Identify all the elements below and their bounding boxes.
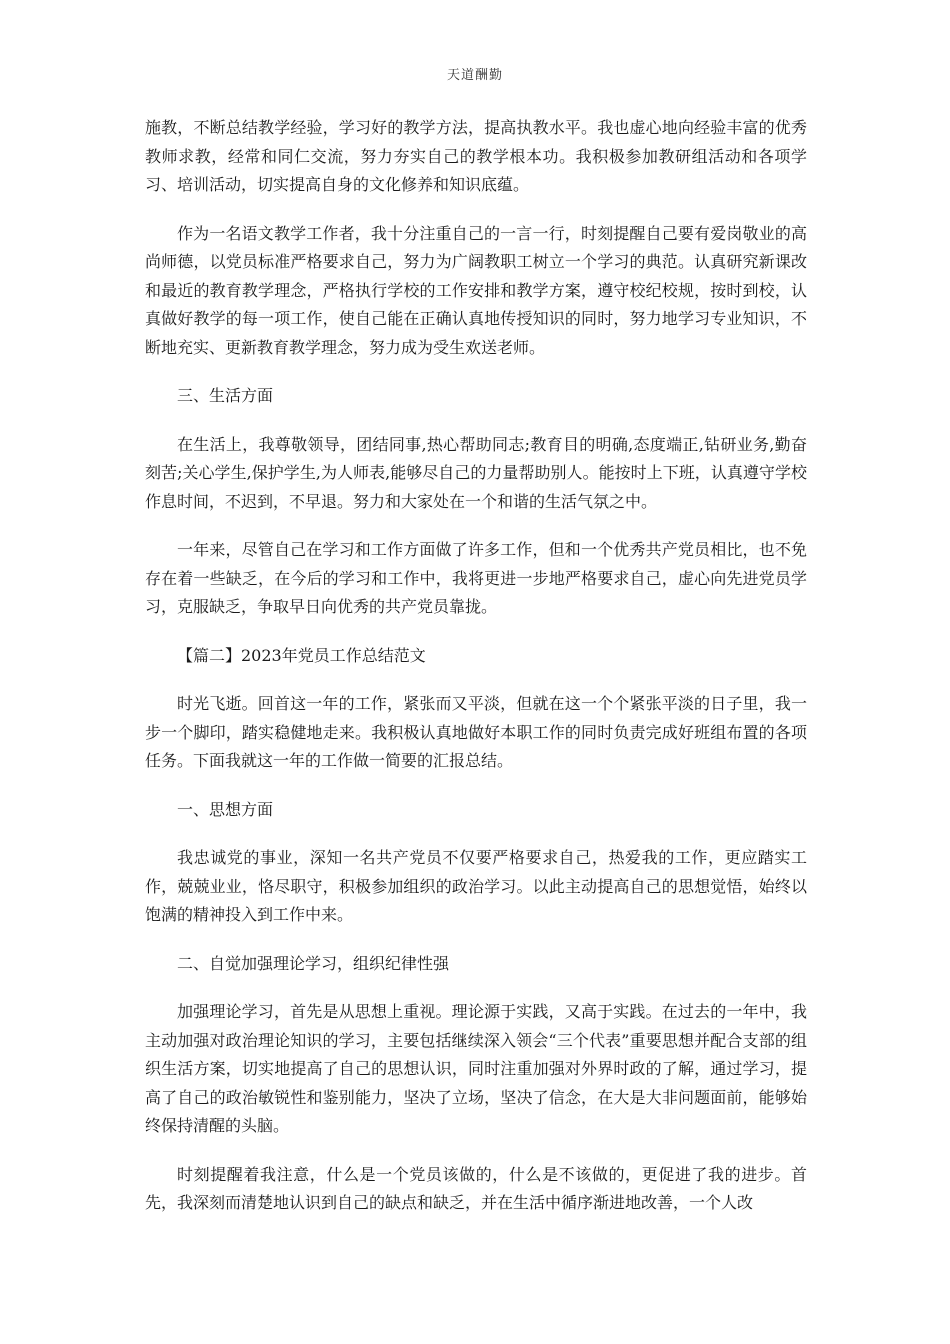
paragraph: 在生活上，我尊敬领导，团结同事,热心帮助同志;教育目的明确,态度端正,钻研业务,勤奋刻苦;关心学生,保护学生,为人师表,能够尽自己的力量帮助别人。能按时上下班，认真遵守学校作息时间，不迟到，不早退。努力和大家处在一个和谐的生活气氛之中。 <box>145 434 807 511</box>
paragraph: 时刻提醒着我注意，什么是一个党员该做的，什么是不该做的，更促进了我的进步。首先，我深刻而清楚地认识到自己的缺点和缺乏，并在生活中循序渐进地改善，一个人改 <box>145 1164 807 1212</box>
paragraph: 时光飞逝。回首这一年的工作，紧张而又平淡，但就在这一个个紧张平淡的日子里，我一步一个脚印，踏实稳健地走来。我积极认真地做好本职工作的同时负责完成好班组布置的各项任务。下面我就这一年的工作做一简要的汇报总结。 <box>145 694 807 770</box>
paragraph: 加强理论学习，首先是从思想上重视。理论源于实践，又高于实践。在过去的一年中，我主动加强对政治理论知识的学习，主要包括继续深入领会“三个代表”重要思想并配合支部的组织生活方案，切实地提高了自己的思想认识，同时注重加强对外界时政的了解，通过学习，提高了自己的政治敏锐性和鉴别能力，坚决了立场，坚决了信念，在大是大非问题面前，能够始终保持清醒的头脑。 <box>145 1002 807 1135</box>
article-title: 【篇二】2023年党员工作总结范文 <box>177 645 426 665</box>
paragraph: 我忠诚党的事业，深知一名共产党员不仅要严格要求自己，热爱我的工作，更应踏实工作，兢兢业业，恪尽职守，积极参加组织的政治学习。以此主动提高自己的思想觉悟，始终以饱满的精神投入到工作中来。 <box>145 848 807 924</box>
paragraph-continued: 施教，不断总结教学经验，学习好的教学方法，提高执教水平。我也虚心地向经验丰富的优秀教师求教，经常和同仁交流，努力夯实自己的教学根本功。我积极参加教研组活动和各项学习、培训活动，切实提高自身的文化修养和知识底蕴。 <box>145 118 807 194</box>
paragraph: 一年来，尽管自己在学习和工作方面做了许多工作，但和一个优秀共产党员相比，也不免存在着一些缺乏，在今后的学习和工作中，我将更进一步地严格要求自己，虚心向先进党员学习，克服缺乏，争取早日向优秀的共产党员靠拢。 <box>145 540 807 616</box>
document-body <box>145 114 807 1238</box>
section-heading: 三、生活方面 <box>177 386 274 405</box>
page-header: 天道酬勤 <box>446 68 503 83</box>
section-heading: 一、思想方面 <box>177 799 274 819</box>
section-heading: 二、自觉加强理论学习，组织纪律性强 <box>177 953 450 973</box>
paragraph: 作为一名语文教学工作者，我十分注重自己的一言一行，时刻提醒自己要有爱岗敬业的高尚师德，以党员标准严格要求自己，努力为广阔教职工树立一个学习的典范。认真研究新课改和最近的教育教学理念，严格执行学校的工作安排和教学方案，遵守校纪校规，按时到校，认真做好教学的每一项工作，使自己能在正确认真地传授知识的同时，努力地学习专业知识，不断地充实、更新教育教学理念，努力成为受生欢送老师。 <box>145 223 807 357</box>
